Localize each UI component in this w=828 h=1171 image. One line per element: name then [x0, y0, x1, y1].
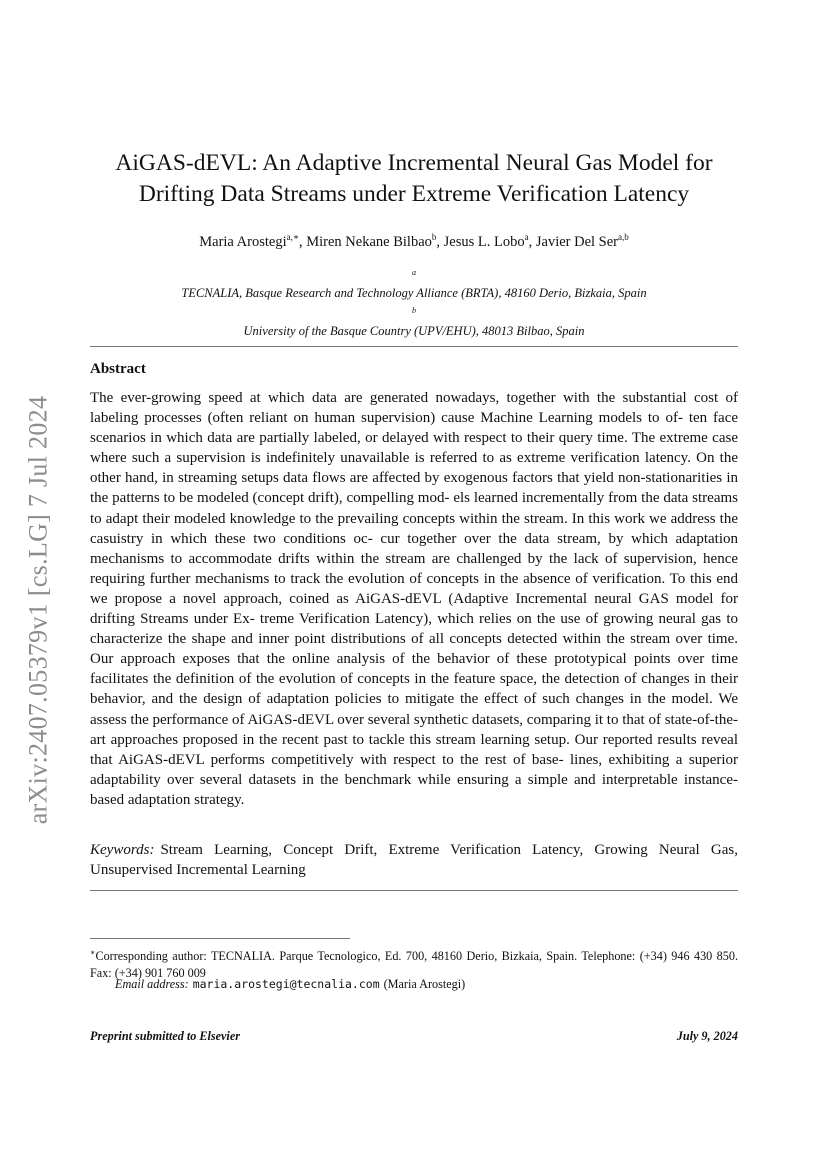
- abstract-line: verification latency. On the other hand, in streaming setups data flows are affected by exogenous: [90, 450, 739, 487]
- title-line: Drifting Data Streams under Extreme Verification Latency: [138, 181, 690, 207]
- abstract-line: behavior, and the design of adaptation policies to mitigate the effect of such changes in the model.: [90, 691, 713, 708]
- abstract-body: [90, 388, 738, 810]
- footnote-divider: [90, 938, 350, 939]
- author-affil-mark: a: [524, 232, 529, 242]
- abstract-line: treme Verification Latency), which relies on the use of growing neural gas to characterize the shape: [90, 611, 738, 648]
- affiliation-mark: a: [412, 268, 416, 277]
- keywords: [90, 840, 738, 880]
- email-link[interactable]: maria.arostegi@tecnalia.com: [192, 977, 380, 991]
- email-line: [115, 976, 465, 993]
- abstract-line: and inner point distributions of all concepts detected within the stream over time. Our approach: [90, 631, 739, 668]
- author-name: Jesus L. Lobo: [443, 233, 525, 250]
- abstract-line: The extreme case where such a supervision is indefinitely unavailable is referred to as extreme: [90, 430, 738, 467]
- abstract-line: reported results reveal that AiGAS-dEVL performs competitively with respect to the rest of base-: [90, 731, 738, 768]
- arxiv-stamp-text: arXiv:2407.05379v1 [cs.LG] 7 Jul 2024: [23, 395, 52, 825]
- abstract-line: We assess the performance of AiGAS-dEVL over several synthetic datasets, comparing it to that: [90, 691, 738, 728]
- author-name: Javier Del Ser: [535, 233, 618, 250]
- author-separator: ,: [299, 233, 307, 250]
- abstract-line: the evolution of concepts in the absence of verification. To this end we propose a novel approach,: [90, 570, 738, 607]
- abstract-line: els learned incrementally from the data streams to adapt their modeled knowledge to the prevailing: [90, 490, 738, 527]
- abstract-line: lines, exhibiting a superior adaptability over several datasets in the benchmark while ensuring a: [90, 751, 739, 788]
- affiliation-text: TECNALIA, Basque Research and Technology Alliance (BRTA), 48160 Derio, Bizkaia, Spain: [181, 286, 647, 301]
- author-affil-mark: b: [431, 232, 437, 242]
- affiliations: [90, 264, 738, 340]
- preprint-notice: Preprint submitted to Elsevier: [90, 1029, 240, 1043]
- affiliation: [90, 302, 738, 340]
- email-owner: (Maria Arostegi): [383, 977, 466, 991]
- abstract-line: The ever-growing speed at which data are generated nowadays, together with the substantial cost: [90, 390, 719, 406]
- abstract-line: concepts within the stream. In this work we address the casuistry in which these two conditions oc-: [90, 510, 739, 547]
- footnote-mark: ∗: [90, 948, 96, 957]
- abstract-line: factors that yield non-stationarities in the patterns to be modeled (concept drift), compelling mod-: [90, 470, 738, 507]
- author-separator: ,: [436, 233, 444, 250]
- abstract-line: of labeling processes (often reliant on human supervision) cause Machine Learning models to of-: [90, 390, 738, 427]
- affiliation: [90, 264, 738, 302]
- affiliation-mark: b: [412, 306, 416, 316]
- author-name: Miren Nekane Bilbao: [306, 233, 432, 250]
- keywords-label: Keywords:: [90, 842, 155, 858]
- author-list: [90, 232, 738, 251]
- author-separator: ,: [528, 233, 536, 250]
- author-name: Maria Arostegi: [199, 233, 287, 250]
- abstract-line: cur together over the data stream, by which adaptation mechanisms to accommodate drifts within: [90, 530, 738, 567]
- abstract-line: coined as AiGAS-dEVL (Adaptive Incremental neural GAS model for drifting Streams under Ex-: [90, 590, 739, 628]
- arxiv-stamp: [18, 380, 58, 840]
- abstract-line: ten face scenarios in which data are partially labeled, or delayed with respect to their query time.: [90, 410, 739, 447]
- affiliation-text: University of the Basque Country (UPV/EHU), 48013 Bilbao, Spain: [243, 324, 585, 339]
- preprint-date: July 9, 2024: [676, 1029, 738, 1043]
- abstract-line: the stream are challenged by the lack of supervision, hence requiring further mechanisms to track: [90, 550, 739, 587]
- keywords-text: Stream Learning, Concept Drift, Extreme Verification Latency, Growing Neural Gas, Unsupervised Incremental Learning: [90, 842, 738, 878]
- abstract-heading: Abstract: [90, 361, 146, 377]
- paper-title: [90, 148, 738, 210]
- abstract-line: simple and interpretable instance-based adaptation strategy.: [90, 771, 738, 808]
- title-line: AiGAS-dEVL: An Adaptive Incremental Neural Gas Model for: [115, 150, 713, 176]
- author-affil-mark: a,∗: [286, 232, 299, 242]
- abstract-line: exposes that the online analysis of the behavior of these prototypical points over time facilitates: [90, 651, 739, 688]
- email-label: Email address:: [115, 977, 189, 991]
- top-divider: [90, 346, 738, 347]
- abstract-line: the definition of the evolution of concepts in the feature space, the detection of changes in their: [152, 671, 738, 688]
- author-affil-mark: a,b: [618, 232, 629, 242]
- footnote-text: Corresponding author: TECNALIA. Parque Tecnologico, Ed. 700, 48160 Derio, Bizkaia, Spain. Telephone: (+34) 946 430 850. Fax: (+34) 901 760 009: [90, 949, 738, 981]
- abstract-line: of state-of-the-art approaches proposed in the recent past to tackle this stream learning setup. Our: [90, 711, 738, 748]
- bottom-divider: [90, 890, 738, 891]
